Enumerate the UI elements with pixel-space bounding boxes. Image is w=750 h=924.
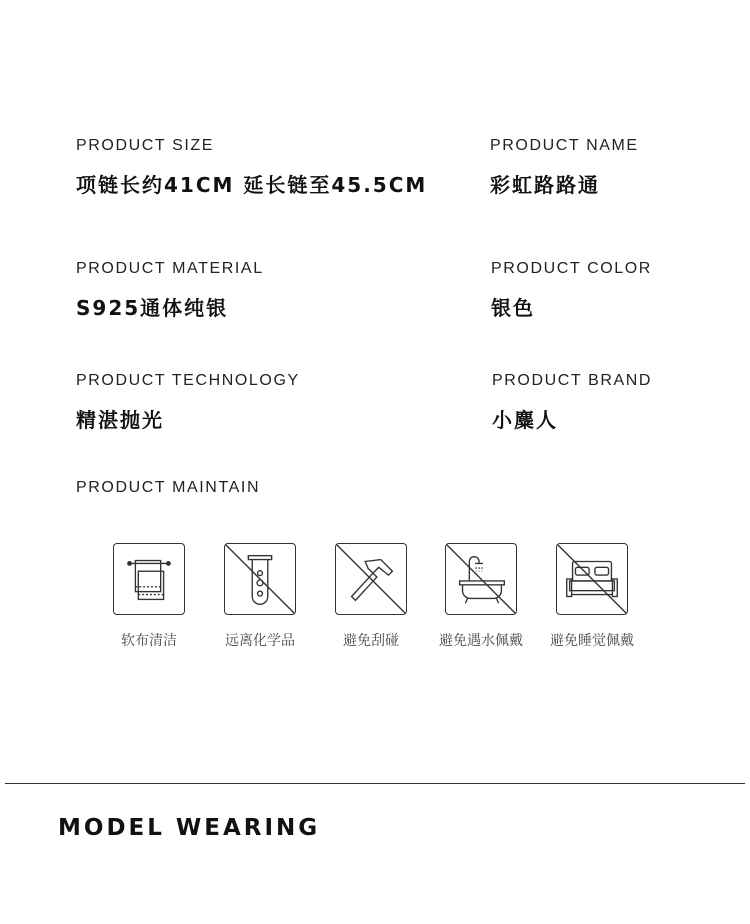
spec-value: S925通体纯银 — [76, 296, 229, 320]
spec-label: PRODUCT BRAND — [492, 372, 653, 389]
spec-name — [490, 137, 639, 198]
no-sleep-icon — [556, 543, 628, 615]
maintain-icons — [0, 543, 750, 663]
towel-icon — [113, 543, 185, 615]
spec-value: 小麋人 — [492, 408, 558, 432]
maintain-item — [200, 543, 320, 650]
spec-material — [76, 260, 264, 321]
model-wearing-title: MODEL WEARING — [58, 815, 321, 841]
maintain-caption: 软布清洁 — [121, 633, 177, 649]
divider — [5, 783, 745, 784]
maintain-item — [421, 543, 541, 650]
spec-color — [491, 260, 652, 321]
no-chemicals-icon — [224, 543, 296, 615]
spec-value: 彩虹路路通 — [490, 173, 600, 197]
maintain-item — [532, 543, 652, 650]
spec-value: 项链长约41CM 延长链至45.5CM — [76, 173, 428, 197]
spec-label: PRODUCT TECHNOLOGY — [76, 372, 300, 389]
spec-value: 精湛抛光 — [76, 408, 164, 432]
spec-label: PRODUCT NAME — [490, 137, 639, 154]
maintain-item — [89, 543, 209, 650]
maintain-label: PRODUCT MAINTAIN — [76, 479, 261, 496]
spec-brand — [492, 372, 652, 433]
no-bath-icon — [445, 543, 517, 615]
maintain-caption: 避免睡觉佩戴 — [550, 633, 634, 649]
spec-label: PRODUCT COLOR — [491, 260, 652, 277]
maintain-caption: 远离化学品 — [225, 633, 295, 649]
spec-value: 银色 — [491, 296, 535, 320]
maintain-section — [76, 479, 260, 497]
maintain-caption: 避免遇水佩戴 — [439, 633, 523, 649]
spec-technology — [76, 372, 300, 433]
no-hammer-icon — [335, 543, 407, 615]
spec-label: PRODUCT SIZE — [76, 137, 215, 154]
maintain-item — [311, 543, 431, 650]
spec-size — [76, 137, 427, 198]
maintain-caption: 避免刮碰 — [343, 633, 399, 649]
spec-label: PRODUCT MATERIAL — [76, 260, 264, 277]
